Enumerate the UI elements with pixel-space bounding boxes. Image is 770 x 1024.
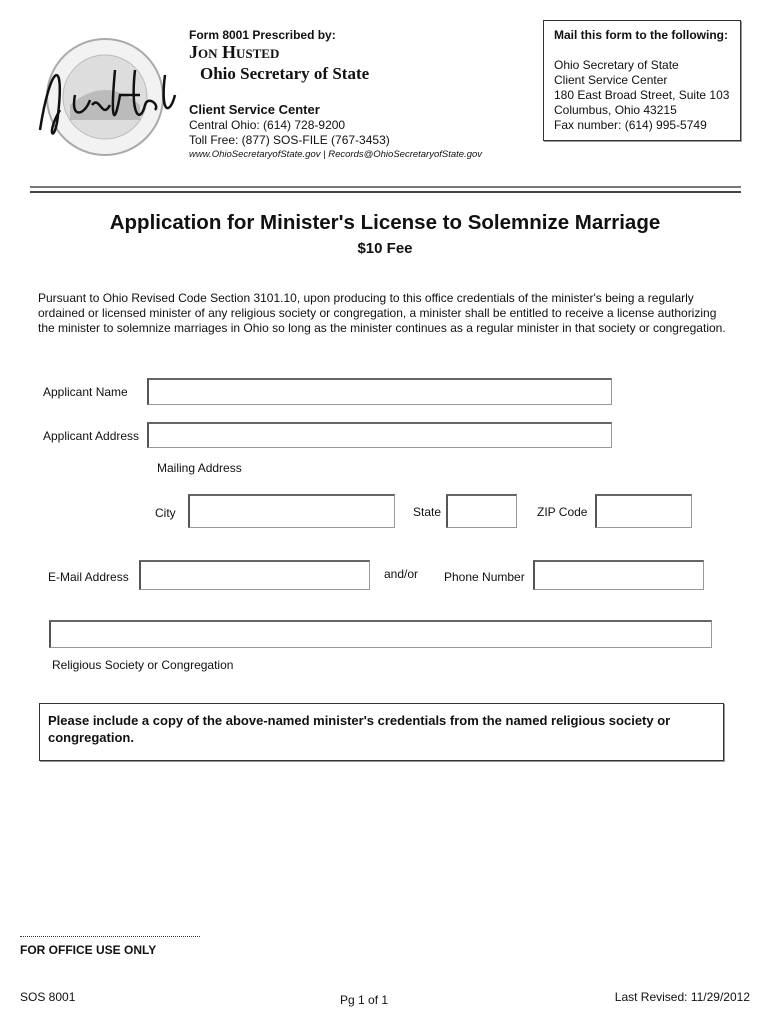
city-input[interactable]	[188, 494, 395, 528]
office-use-divider	[20, 936, 200, 937]
last-revised: Last Revised: 11/29/2012	[614, 990, 750, 1004]
mail-to-box	[543, 20, 741, 141]
prescribed-by: Form 8001 Prescribed by:	[189, 28, 336, 42]
header-divider	[30, 186, 741, 193]
religious-society-label: Religious Society or Congregation	[52, 658, 234, 672]
zip-input[interactable]	[595, 494, 692, 528]
state-input[interactable]	[446, 494, 517, 528]
official-name: Jon Husted	[189, 42, 280, 62]
mail-line: Columbus, Ohio 43215	[554, 103, 677, 117]
phone-input[interactable]	[533, 560, 704, 590]
fee: $10 Fee	[357, 240, 413, 257]
email-link[interactable]: Records@OhioSecretaryofState.gov	[328, 149, 483, 160]
mailing-address-label: Mailing Address	[157, 461, 242, 475]
applicant-name-input[interactable]	[147, 378, 612, 405]
email-input[interactable]	[139, 560, 370, 590]
form-title: Application for Minister's License to Solemnize Marriage	[109, 211, 661, 234]
center-title: Client Service Center	[189, 102, 320, 117]
intro-paragraph: Pursuant to Ohio Revised Code Section 3101.10, upon producing to this office credentials of the minister's being a regularly ordained or licensed minister of any religious society or congregation, a minister shall be entitled to receive a license authorizing the minister to solemnize marriages in Ohio so long as the minister continues as a regular minister in that society or congregation.	[38, 291, 726, 335]
mail-line: Fax number: (614) 995-5749	[554, 118, 707, 132]
state-seal-logo	[30, 35, 180, 165]
state-label: State	[413, 505, 442, 519]
applicant-name-label: Applicant Name	[43, 385, 128, 399]
applicant-address-label: Applicant Address	[43, 429, 140, 443]
email-label: E-Mail Address	[48, 570, 129, 584]
central-phone: Central Ohio: (614) 728-9200	[189, 118, 346, 132]
office-use-label: FOR OFFICE USE ONLY	[20, 943, 157, 957]
city-label: City	[155, 506, 176, 520]
zip-label: ZIP Code	[537, 505, 588, 519]
tollfree-phone: Toll Free: (877) SOS-FILE (767-3453)	[189, 133, 390, 147]
credentials-notice: Please include a copy of the above-named minister's credentials from the named religious society or congregation.	[39, 703, 724, 761]
mail-title: Mail this form to the following:	[554, 28, 728, 42]
mail-line: 180 East Broad Street, Suite 103	[554, 88, 730, 102]
religious-society-input[interactable]	[49, 620, 712, 648]
applicant-address-input[interactable]	[147, 422, 612, 448]
phone-label: Phone Number	[444, 570, 525, 584]
office-title: Ohio Secretary of State	[200, 64, 370, 83]
mail-line: Client Service Center	[554, 73, 668, 87]
website-link[interactable]: www.OhioSecretaryofState.gov |	[189, 149, 326, 160]
mail-line: Ohio Secretary of State	[554, 58, 679, 72]
page-number: Pg 1 of 1	[340, 993, 389, 1007]
andor-label: and/or	[384, 567, 419, 581]
form-number: SOS 8001	[20, 990, 76, 1004]
